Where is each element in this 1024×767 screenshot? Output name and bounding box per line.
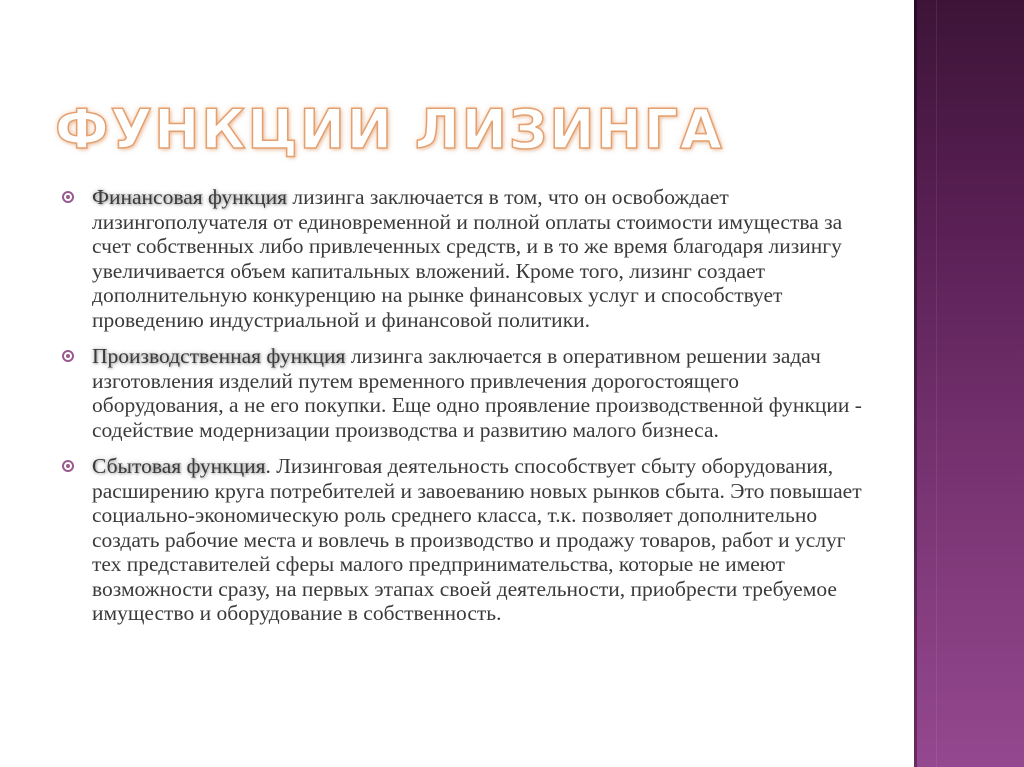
bullet-circle-icon [62, 191, 74, 203]
sidebar-stripe [936, 0, 937, 767]
bullet-term: Финансовая функция [92, 185, 288, 209]
bullet-term: Сбытовая функция [92, 454, 266, 478]
decorative-sidebar [914, 0, 1024, 767]
bullet-text: лизинга заключается в оперативном решении задач изготовления изделий путем временного привлечения дорогостоящего оборудования, а не его покупки. Еще одно проявление производственной функции - содействие модернизации производства и развитию малого бизнеса. [92, 344, 862, 442]
slide-title: ФУНКЦИИ ЛИЗИНГА [55, 98, 724, 161]
bullet-text: . Лизинговая деятельность способствует сбыту оборудования, расширению круга потребителей и завоеванию новых рынков сбыта. Это повышает социально-экономическую роль среднего класса, т.к. позволяет дополнительно создать рабочие места и вовлечь в производство и продажу товаров, работ и услуг тех представителей сферы малого предпринимательства, которые не имеют возможности сразу, на первых этапах своей деятельности, приобрести требуемое имущество и оборудование в собственность. [92, 454, 862, 625]
bullet-sales-function [62, 454, 862, 626]
bullet-production-function [62, 344, 862, 442]
bullet-circle-icon [62, 460, 74, 472]
bullet-term: Производственная функция [92, 344, 346, 368]
sidebar-edge [914, 0, 917, 767]
bullet-text: лизинга заключается в том, что он освобождает лизингополучателя от единовременной и полной оплаты стоимости имущества за счет собственных либо привлеченных средств, и в то же время благодаря лизингу увеличивается объем капитальных вложений. Кроме того, лизинг создает дополнительную конкуренцию на рынке финансовых услуг и способствует проведению индустриальной и финансовой политики. [92, 185, 843, 332]
bullet-circle-icon [62, 350, 74, 362]
bullet-financial-function [62, 185, 862, 332]
bullet-list [62, 185, 862, 638]
